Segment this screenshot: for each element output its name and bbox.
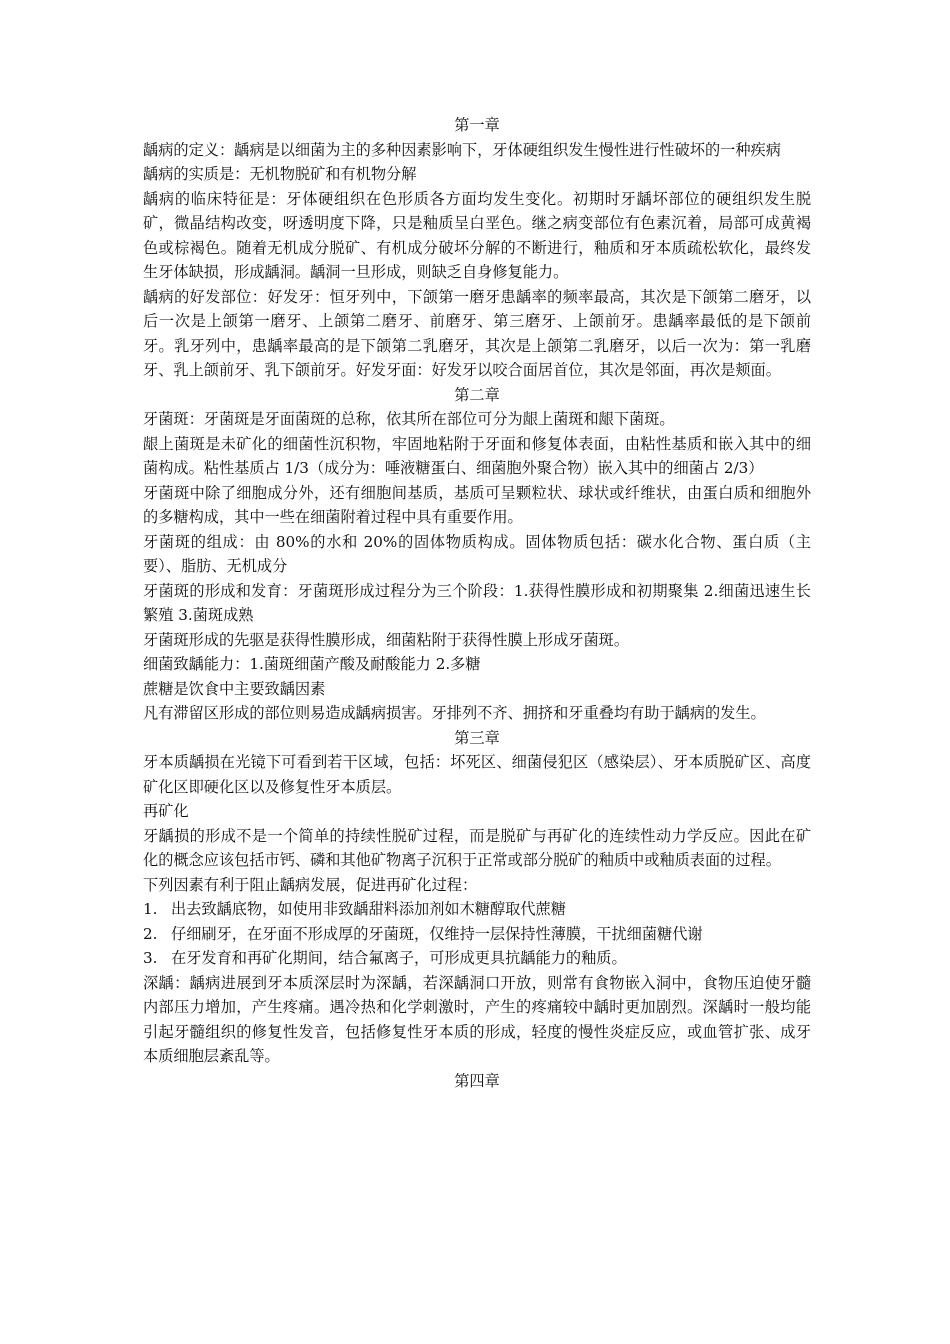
list-number: 2.	[143, 924, 158, 943]
list-item	[143, 922, 811, 947]
deep-caries: 深龋：龋病进展到牙本质深层时为深龋，若深龋洞口开放，则常有食物嵌入洞中，食物压迫使牙髓内部压力增加，产生疼痛。遇冷热和化学刺激时，产生的疼痛较中龋时更加剧烈。深龋时一般均能引起牙髓组织的修复性发音，包括修复性牙本质的形成，轻度的慢性炎症反应，或血管扩张、成牙本质细胞层紊乱等。	[143, 973, 811, 1065]
plaque-composition: 牙菌斑的组成：由 80%的水和 20%的固体物质构成。固体物质包括：碳水化合物、蛋白质（主要）、脂肪、无机成分	[143, 532, 811, 575]
list-text: 出去致龋底物，如使用非致龋甜料添加剂如木糖醇取代蔗糖	[171, 900, 566, 918]
document-page	[143, 113, 811, 1093]
plaque-formation: 牙菌斑的形成和发育：牙菌斑形成过程分为三个阶段：1.获得性膜形成和初期聚集 2.细菌迅速生长繁殖 3.菌斑成熟	[143, 581, 811, 624]
caries-definition: 龋病的定义：龋病是以细菌为主的多种因素影响下，牙体硬组织发生慢性进行性破坏的一种疾病	[143, 140, 781, 159]
supragingival-plaque: 龈上菌斑是未矿化的细菌性沉积物，牢固地粘附于牙面和修复体表面，由粘性基质和嵌入其中的细菌构成。粘性基质占 1/3（成分为：唾液糖蛋白、细菌胞外聚合物）嵌入其中的细菌占 2/3）	[143, 434, 811, 477]
caries-essence: 龋病的实质是：无机物脱矿和有机物分解	[143, 165, 417, 183]
list-text: 在牙发育和再矿化期间，结合氟离子，可形成更具抗龋能力的釉质。	[171, 949, 627, 967]
chapter-2-heading: 第二章	[454, 385, 500, 404]
chapter-4-heading: 第四章	[454, 1071, 500, 1090]
caries-clinical-features: 龋病的临床特征是：牙体硬组织在色形质各方面均发生变化。初期时牙龋坏部位的硬组织发生脱矿，微晶结构改变，呀透明度下降，只是釉质呈白垩色。继之病变部位有色素沉着，局部可成黄褐色或棕褐色。随着无机成分脱矿、有机成分破坏分解的不断进行，釉质和牙本质疏松软化，最终发生牙体缺损，形成龋洞。龋洞一旦形成，则缺乏自身修复能力。	[143, 189, 811, 281]
retention-areas: 凡有滞留区形成的部位则易造成龋病损害。牙排列不齐、拥挤和牙重叠均有助于龋病的发生。	[143, 704, 766, 722]
plaque-definition: 牙菌斑：牙菌斑是牙面菌斑的总称，依其所在部位可分为龈上菌斑和龈下菌斑。	[143, 410, 675, 428]
remineralization-heading: 再矿化	[143, 802, 189, 820]
chapter-3-heading: 第三章	[454, 728, 500, 747]
list-item	[143, 946, 811, 971]
caries-predilection-sites: 龋病的好发部位：好发牙：恒牙列中，下颌第一磨牙患龋率的频率最高，其次是下颌第二磨牙，以后一次是上颌第一磨牙、上颌第二磨牙、前磨牙、第三磨牙、上颌前牙。患龋率最低的是下颌前牙。乳牙列中，患龋率最高的是下颌第二乳磨牙，其次是上颌第二乳磨牙，以后一次为：第一乳磨牙、乳上颌前牙、乳下颌前牙。好发牙面：好发牙以咬合面居首位，其次是邻面，再次是颊面。	[143, 287, 811, 379]
chapter-1-heading: 第一章	[454, 116, 500, 134]
plaque-matrix: 牙菌斑中除了细胞成分外，还有细胞间基质，基质可呈颗粒状、球状或纤维状，由蛋白质和细胞外的多糖构成，其中一些在细菌附着过程中具有重要作用。	[143, 483, 811, 526]
list-text: 仔细刷牙，在牙面不形成厚的牙菌斑，仅维持一层保持性薄膜，干扰细菌糖代谢	[171, 924, 703, 943]
remineralization-description: 牙龋损的形成不是一个简单的持续性脱矿过程，而是脱矿与再矿化的连续性动力学反应。因此在矿化的概念应该包括市钙、磷和其他矿物离子沉积于正常或部分脱矿的釉质中或釉质表面的过程。	[143, 826, 811, 869]
plaque-precursor: 牙菌斑形成的先驱是获得性膜形成，细菌粘附于获得性膜上形成牙菌斑。	[143, 630, 629, 649]
list-item	[143, 897, 811, 922]
sucrose-factor: 蔗糖是饮食中主要致龋因素	[143, 679, 326, 698]
dentin-caries-zones: 牙本质龋损在光镜下可看到若干区域，包括：坏死区、细菌侵犯区（感染层）、牙本质脱矿区、高度矿化区即硬化区以及修复性牙本质层。	[143, 753, 811, 796]
list-number: 1.	[143, 900, 158, 918]
list-number: 3.	[143, 949, 158, 967]
remineralization-factors-intro: 下列因素有利于阻止龋病发展，促进再矿化过程：	[143, 875, 478, 894]
bacterial-cariogenicity: 细菌致龋能力：1.菌斑细菌产酸及耐酸能力 2.多糖	[143, 655, 481, 673]
